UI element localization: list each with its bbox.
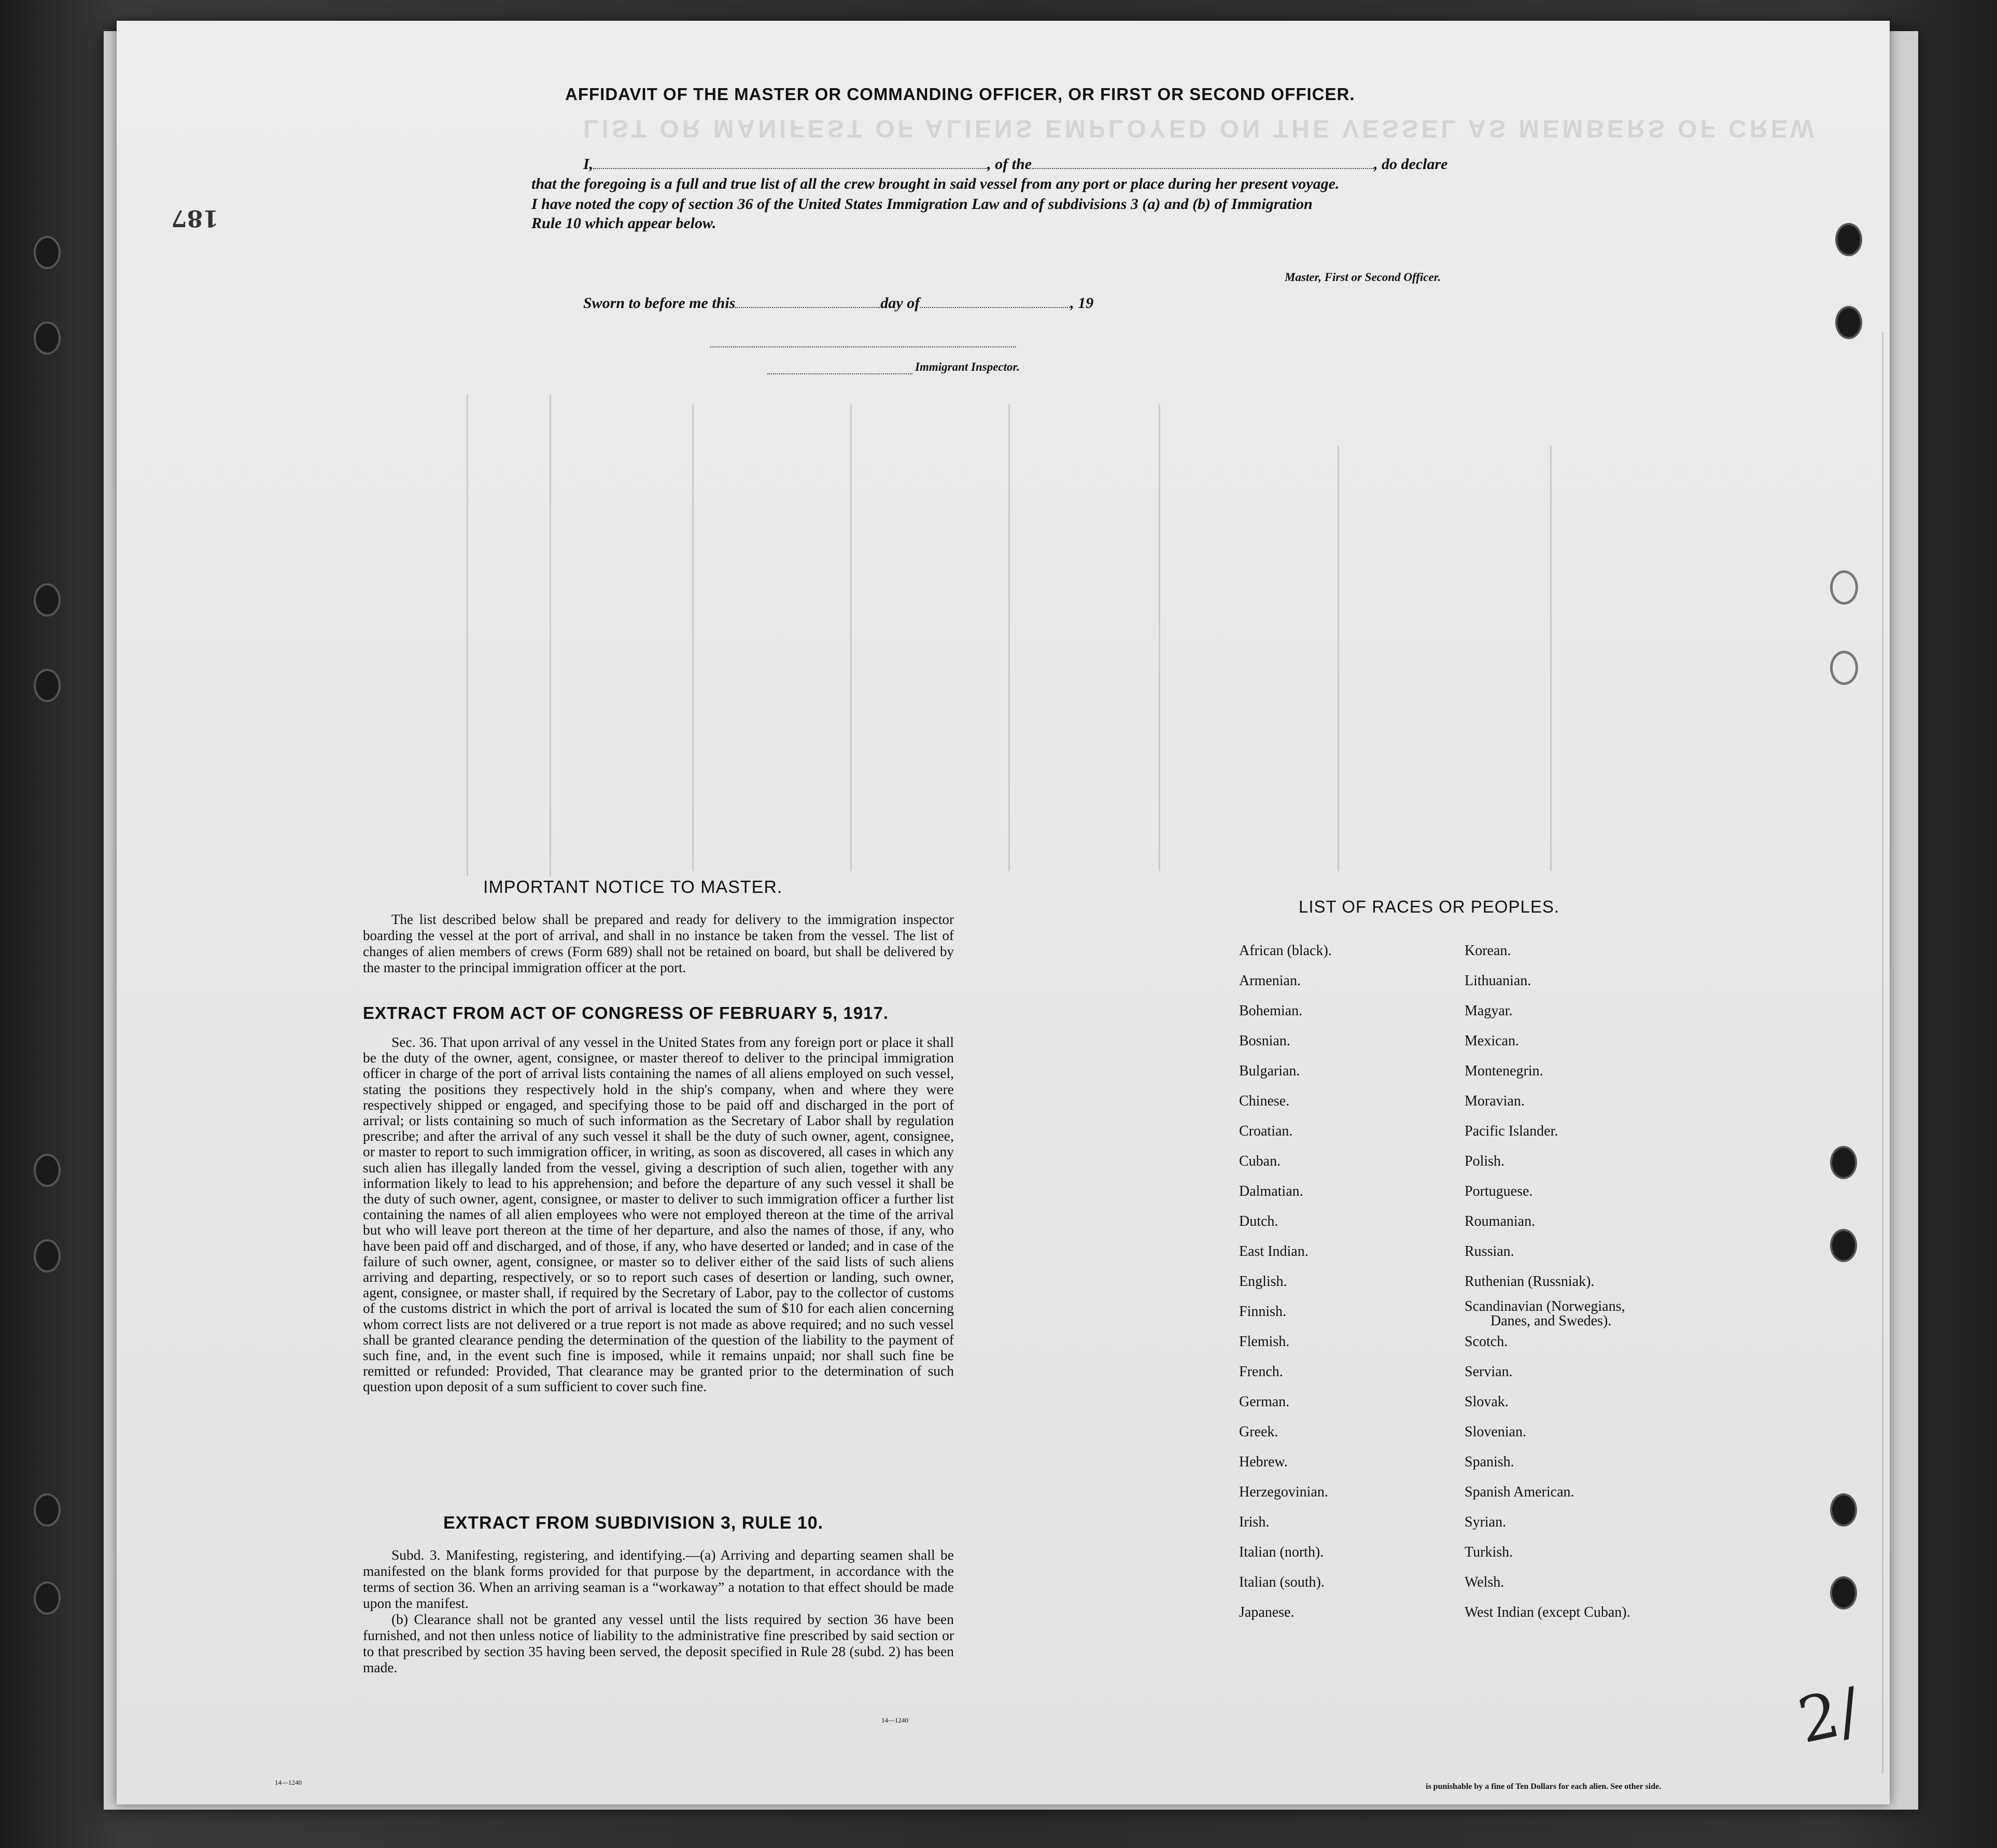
race-item-left: English. [1239, 1273, 1287, 1290]
sworn-line [583, 295, 1093, 312]
ghost-column-line [1550, 446, 1552, 871]
punch-hole-right-6 [1830, 1229, 1857, 1262]
ghost-column-line [550, 394, 551, 876]
day-of-label: day of [880, 295, 920, 312]
punch-hole-left-2 [34, 321, 61, 355]
race-item-left: Flemish. [1239, 1334, 1290, 1350]
race-item-right: Scandinavian (Norwegians, [1465, 1298, 1625, 1314]
race-item-left: Irish. [1239, 1514, 1270, 1530]
punch-hole-left-8 [34, 1581, 61, 1615]
race-item-left: German. [1239, 1394, 1290, 1410]
punch-hole-right-4 [1830, 651, 1858, 685]
punch-hole-left-4 [34, 669, 61, 702]
race-item-right: Welsh. [1465, 1574, 1504, 1590]
race-item-right: Mexican. [1465, 1033, 1519, 1049]
ghost-column-line [692, 404, 694, 871]
race-item-left: Bohemian. [1239, 1003, 1303, 1019]
race-item-right: Scotch. [1465, 1334, 1508, 1350]
act-extract-text: Sec. 36. That upon arrival of any vessel in the United States from any foreign port or place it shall be the duty of the owner, agent, consignee, or master thereof to deliver to the principal immigration officer in charge of the port of arrival lists containing the names of all aliens employed on such vessel, stating the positions they respectively hold in the ship's company, when and where they were respectively shipped or engaged, and specifying those to be paid off and discharged in the port of arrival; or lists containing so much of such information as the Secretary of Labor shall by regulation prescribe; and after the arrival of any such vessel it shall be the duty of such owner, agent, consignee, or master to report to such immigration officer, in writing, as soon as discovered, all cases in which any such alien has illegally landed from the vessel, giving a description of such alien, together with any information likely to lead to his apprehension; and before the departure of any such vessel it shall be the duty of such owner, agent, consignee, or master to deliver to such immigration officer a further list containing the names of all alien employees who were not employed thereon at the time of the arrival but who will leave port thereon at the time of her departure, and also the names of those, if any, who have been paid off and discharged, and of those, if any, who have deserted or landed; and in case of the failure of such owner, agent, consignee, or master so to deliver either of the said lists of such aliens arriving and departing, respectively, or so to report such cases of desertion or landing, such owner, agent, consignee, or master shall, if required by the Secretary of Labor, pay to the collector of customs of the customs district in which the port of arrival is located the sum of $10 for each alien concerning whom correct lists are not delivered or a true report is not made as above required; and no such vessel shall be granted clearance pending the determination of the question of the liability to the payment of such fine, and, in the event such fine is imposed, while it remains unpaid; nor shall such fine be remitted or refunded: Provided, That clearance may be granted prior to the determination of such question upon deposit of a sum sufficient to cover such fine. [363, 1034, 954, 1395]
ghost-column-line [1882, 332, 1883, 1773]
bottom-right-note: is punishable by a fine of Ten Dollars for each alien. See other side. [1426, 1782, 1662, 1791]
master-signature-label: Master, First or Second Officer. [1285, 271, 1441, 284]
race-item-right: Montenegrin. [1465, 1063, 1543, 1079]
race-item-left: Croatian. [1239, 1123, 1293, 1139]
punch-hole-right-5 [1830, 1146, 1857, 1179]
race-item-left: African (black). [1239, 943, 1332, 959]
inspector-dots [767, 363, 912, 374]
race-item-right: Russian. [1465, 1243, 1514, 1259]
race-item-right: West Indian (except Cuban). [1465, 1604, 1630, 1620]
affidavit-line-4: Rule 10 which appear below. [531, 215, 716, 232]
race-item-right: Syrian. [1465, 1514, 1507, 1530]
race-item-left: Greek. [1239, 1424, 1278, 1440]
race-item-left: Dalmatian. [1239, 1183, 1303, 1199]
race-item-left: Herzegovinian. [1239, 1484, 1328, 1500]
race-item-right: Slovak. [1465, 1394, 1509, 1410]
race-item-right: Servian. [1465, 1364, 1513, 1380]
punch-hole-right-1 [1835, 223, 1862, 256]
ghost-column-line [1338, 446, 1339, 871]
affidavit-i: I, [583, 156, 594, 173]
race-item-right: Magyar. [1465, 1003, 1513, 1019]
race-item-right: Korean. [1465, 943, 1511, 959]
race-item-right: Moravian. [1465, 1093, 1525, 1109]
race-item-left: Japanese. [1239, 1604, 1295, 1620]
race-item-left: Bosnian. [1239, 1033, 1290, 1049]
form-number: 14—1240 [881, 1716, 908, 1724]
notice-text: The list described below shall be prepared and ready for delivery to the immigration inspector boarding the vessel at the port of arrival, and shall in no instance be taken from the vessel. The list of changes of alien members of crews (Form 689) shall not be retained on board, but shall be delivered by the master to the principal immigration officer at the port. [363, 912, 954, 975]
name-blank [593, 158, 987, 169]
affidavit-line-3: I have noted the copy of section 36 of the United States Immigration Law and of subdivisions 3 (a) and (b) of Immigration [531, 195, 1313, 213]
act-extract-title: EXTRACT FROM ACT OF CONGRESS OF FEBRUARY 5, 1917. [363, 1003, 889, 1023]
punch-hole-right-8 [1830, 1576, 1857, 1609]
rule-extract-title: EXTRACT FROM SUBDIVISION 3, RULE 10. [443, 1513, 824, 1533]
margin-number: 187 [171, 205, 219, 231]
punch-hole-left-3 [34, 583, 61, 617]
punch-hole-left-7 [34, 1493, 61, 1527]
ghost-column-line [467, 394, 468, 876]
punch-hole-left-5 [34, 1154, 61, 1187]
race-item-left: Bulgarian. [1239, 1063, 1300, 1079]
race-item-left: East Indian. [1239, 1243, 1309, 1259]
race-item-left: Cuban. [1239, 1153, 1281, 1169]
ghost-column-line [1159, 404, 1160, 871]
race-item-left: Dutch. [1239, 1213, 1278, 1229]
race-item-left: Italian (south). [1239, 1574, 1325, 1590]
race-item-right: Spanish American. [1465, 1484, 1574, 1500]
notice-title: IMPORTANT NOTICE TO MASTER. [483, 877, 783, 897]
race-item-right: Polish. [1465, 1153, 1505, 1169]
race-item-right: Danes, and Swedes). [1490, 1313, 1612, 1329]
bottom-left-form-number: 14—1240 [275, 1779, 302, 1786]
affidavit-title: AFFIDAVIT OF THE MASTER OR COMMANDING OFFICER, OR FIRST OR SECOND OFFICER. [565, 85, 1355, 104]
sworn-label: Sworn to before me this [583, 295, 736, 312]
affidavit-do-declare: , do declare [1374, 156, 1448, 173]
race-item-left: Hebrew. [1239, 1454, 1288, 1470]
notice-text-block [363, 912, 954, 976]
month-blank [920, 297, 1070, 308]
punch-hole-right-2 [1835, 306, 1862, 339]
race-item-right: Spanish. [1465, 1454, 1514, 1470]
punch-hole-left-1 [34, 236, 61, 269]
year-label: , 19 [1070, 295, 1094, 312]
race-item-left: French. [1239, 1364, 1283, 1380]
race-item-right: Pacific Islander. [1465, 1123, 1558, 1139]
race-item-right: Ruthenian (Russniak). [1465, 1273, 1595, 1290]
race-item-left: Armenian. [1239, 973, 1301, 989]
affidavit-of-the: , of the [987, 156, 1032, 173]
punch-hole-right-7 [1830, 1493, 1857, 1527]
inspector-signature-line [710, 336, 1016, 347]
inspector-label: Immigrant Inspector. [915, 360, 1020, 373]
races-title: LIST OF RACES OR PEOPLES. [1299, 897, 1560, 916]
race-item-right: Slovenian. [1465, 1424, 1526, 1440]
rule-extract-text-block [363, 1547, 954, 1675]
ghost-column-line [850, 404, 852, 871]
punch-hole-left-6 [34, 1239, 61, 1272]
rule-extract-text-b: (b) Clearance shall not be granted any vessel until the lists required by section 36 have been furnished, and not then unless notice of liability to the administrative fine prescribed by said section or to that prescribed by section 35 having been served, the deposit specified in Rule 28 (subd. 2) has been made. [363, 1611, 954, 1675]
race-item-right: Turkish. [1465, 1544, 1513, 1560]
bleed-through-heading: LIST OR MANIFEST OF ALIENS EMPLOYED ON THE VESSEL AS MEMBERS OF CREW [583, 115, 1817, 142]
race-item-left: Finnish. [1239, 1304, 1287, 1320]
race-item-right: Portuguese. [1465, 1183, 1533, 1199]
race-item-left: Chinese. [1239, 1093, 1290, 1109]
handwritten-mark: 2/ [1792, 1674, 1866, 1758]
ghost-column-line [1008, 404, 1010, 871]
act-extract-text-block [363, 1034, 954, 1395]
vessel-blank [1032, 158, 1374, 169]
rule-extract-text-a: Subd. 3. Manifesting, registering, and identifying.—(a) Arriving and departing seamen shall be manifested on the blank forms provided for that purpose by the department, in accordance with the terms of section 36. When an arriving seaman is a “workaway” a notation to that effect should be made upon the manifest. [363, 1547, 954, 1611]
race-item-left: Italian (north). [1239, 1544, 1324, 1560]
affidavit-line-2: that the foregoing is a full and true list of all the crew brought in said vessel from any port or place during her present voyage. [531, 175, 1340, 192]
affidavit-line-1 [583, 156, 1447, 173]
punch-hole-right-3 [1830, 570, 1858, 605]
sworn-day-blank [735, 297, 880, 308]
race-item-right: Lithuanian. [1465, 973, 1531, 989]
race-item-right: Roumanian. [1465, 1213, 1536, 1229]
